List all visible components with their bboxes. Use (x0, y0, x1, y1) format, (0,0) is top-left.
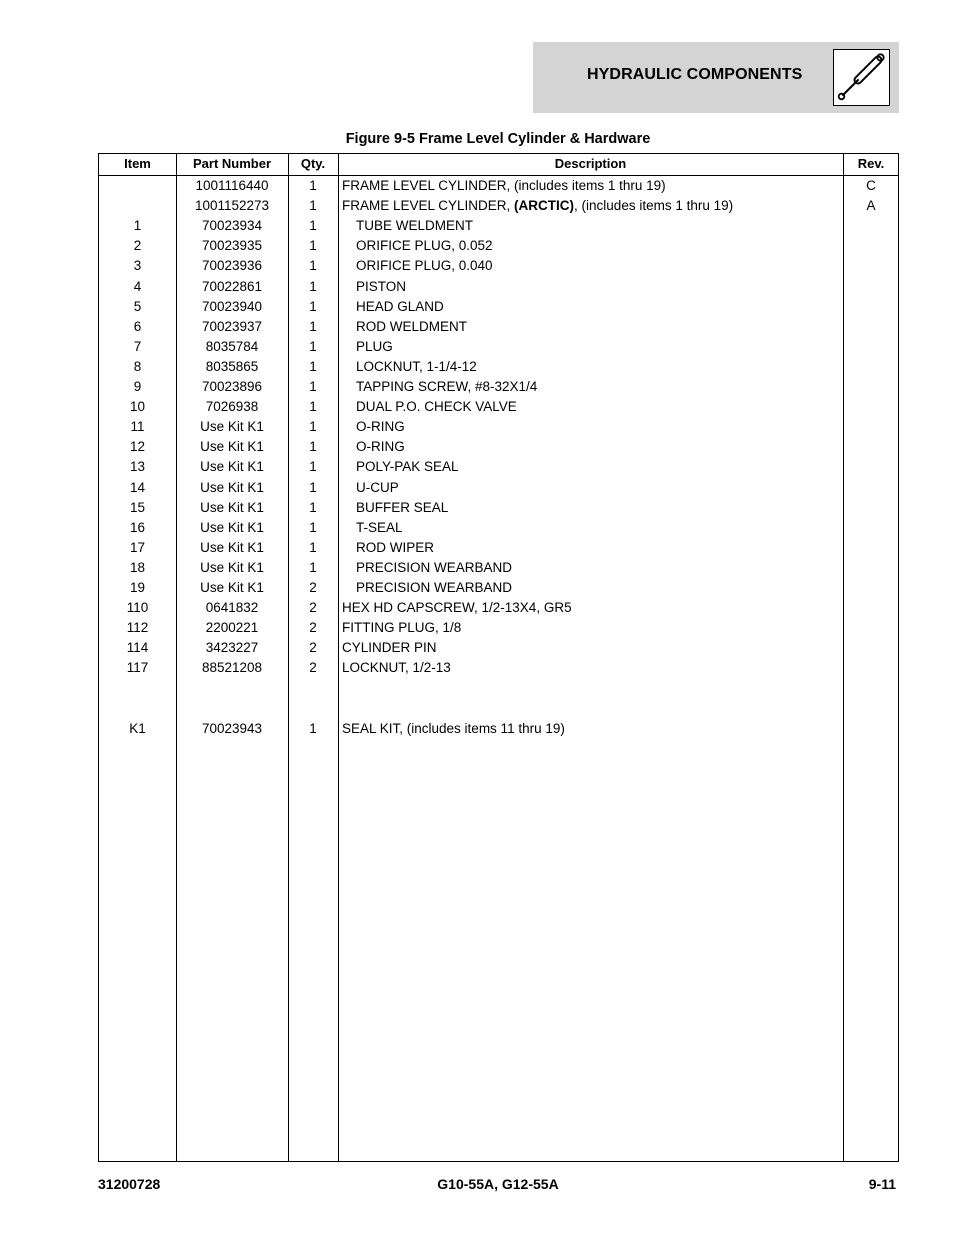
item-cell: 112 (126, 620, 149, 636)
qty-cell: 1 (309, 278, 317, 294)
item-cell: 11 (130, 419, 145, 435)
part-number-cell: 1001116440 (195, 178, 269, 193)
item-cell: 2 (133, 238, 142, 254)
table-row (99, 679, 898, 699)
description-cell: U-CUP (356, 479, 399, 495)
description-cell: ORIFICE PLUG, 0.052 (356, 238, 493, 254)
part-number-cell: 3423227 (205, 640, 259, 656)
description-text: , (includes items 1 thru 19) (574, 198, 734, 214)
table-row (99, 417, 898, 437)
qty-cell: 1 (309, 258, 317, 274)
table-row (99, 699, 898, 719)
part-number-cell: Use Kit K1 (200, 539, 264, 555)
item-cell: 4 (133, 278, 142, 294)
description-cell: PISTON (356, 278, 407, 294)
item-cell: 6 (133, 318, 142, 334)
item-cell: 5 (133, 298, 142, 314)
part-number-cell: Use Kit K1 (200, 519, 264, 535)
qty-cell: 2 (309, 580, 317, 595)
description-cell: TUBE WELDMENT (356, 218, 474, 234)
item-cell: 13 (129, 459, 146, 475)
part-number-cell: Use Kit K1 (200, 459, 264, 475)
part-number-cell: 2200221 (205, 620, 259, 636)
description-cell: SEAL KIT, (includes items 11 thru 19) (342, 720, 565, 736)
table-row (99, 397, 898, 417)
item-cell: 110 (126, 600, 149, 616)
part-number-cell: 70023936 (201, 258, 263, 274)
table-row (99, 578, 898, 598)
qty-cell: 1 (309, 399, 317, 415)
qty-cell: 1 (309, 499, 317, 515)
qty-cell: 2 (309, 640, 317, 656)
item-cell: 16 (129, 519, 146, 535)
item-cell: 3 (133, 258, 142, 274)
description-cell: HEX HD CAPSCREW, 1/2-13X4, GR5 (342, 600, 572, 616)
item-cell: 14 (129, 479, 146, 495)
table-row (99, 558, 898, 578)
column-header-description: Description (554, 156, 627, 171)
qty-cell: 1 (309, 559, 317, 575)
part-number-cell: 1001152273 (194, 198, 270, 214)
description-cell: PRECISION WEARBAND (356, 559, 513, 575)
description-cell: BUFFER SEAL (356, 499, 449, 515)
part-number-cell: 8035865 (205, 358, 259, 374)
table-row (99, 196, 898, 216)
item-cell: 114 (126, 640, 149, 656)
description-cell: POLY-PAK SEAL (356, 459, 459, 475)
table-row (99, 478, 898, 498)
description-cell: DUAL P.O. CHECK VALVE (356, 399, 517, 415)
column-header-rev: Rev. (857, 156, 885, 171)
column-header-qty: Qty. (300, 156, 326, 171)
item-cell: K1 (129, 720, 146, 736)
qty-cell: 1 (309, 218, 317, 234)
rev-cell: A (866, 198, 876, 214)
description-cell: ORIFICE PLUG, 0.040 (356, 258, 493, 274)
item-cell: 18 (129, 559, 146, 575)
qty-cell: 1 (309, 358, 317, 374)
table-row (99, 297, 898, 317)
item-cell: 19 (129, 580, 146, 595)
description-cell: O-RING (356, 419, 405, 435)
qty-cell: 2 (309, 620, 317, 636)
qty-cell: 1 (309, 419, 317, 435)
part-number-cell: 88521208 (201, 660, 263, 676)
qty-cell: 2 (309, 660, 317, 676)
qty-cell: 1 (309, 338, 317, 354)
part-number-cell: 70023937 (201, 318, 263, 334)
part-number-cell: Use Kit K1 (200, 580, 264, 595)
part-number-cell: Use Kit K1 (200, 499, 264, 515)
description-cell: ROD WELDMENT (356, 318, 467, 334)
table-row (99, 719, 898, 739)
part-number-cell: 0641832 (205, 600, 259, 616)
qty-cell: 1 (309, 479, 317, 495)
description-cell: TAPPING SCREW, #8-32X1/4 (356, 379, 538, 394)
item-cell: 12 (129, 439, 146, 455)
part-number-cell: 70023943 (201, 720, 263, 736)
description-cell: PLUG (356, 338, 393, 354)
qty-cell: 1 (309, 379, 317, 394)
table-row (99, 498, 898, 518)
table-header-row (99, 154, 898, 176)
part-number-cell: 70023935 (201, 238, 263, 254)
part-number-cell: 70023934 (201, 218, 263, 234)
table-row (99, 518, 898, 538)
table-row (99, 236, 898, 256)
part-number-cell: Use Kit K1 (200, 559, 264, 575)
part-number-cell: 8035784 (205, 338, 259, 354)
qty-cell: 1 (309, 178, 317, 193)
page-number: 9-11 (868, 1176, 896, 1192)
part-number-cell: Use Kit K1 (200, 419, 264, 435)
item-cell: 1 (133, 218, 142, 234)
table-row (99, 176, 898, 196)
table-row (99, 658, 898, 678)
table-row (99, 377, 898, 397)
item-cell: 10 (129, 399, 146, 415)
description-cell: PRECISION WEARBAND (356, 580, 513, 595)
table-row (99, 638, 898, 658)
column-header-item: Item (124, 156, 151, 171)
part-number-cell: 70023940 (201, 298, 263, 314)
item-cell: 15 (129, 499, 146, 515)
item-cell: 17 (129, 539, 146, 555)
part-number-cell: Use Kit K1 (200, 439, 264, 455)
qty-cell: 1 (309, 298, 317, 314)
figure-title: Figure 9-5 Frame Level Cylinder & Hardware (345, 131, 651, 147)
qty-cell: 1 (309, 720, 317, 736)
table-row (99, 618, 898, 638)
item-cell: 9 (133, 379, 142, 394)
description-cell: O-RING (356, 439, 405, 455)
table-row (99, 317, 898, 337)
table-row (99, 457, 898, 477)
column-header-part-number: Part Number (192, 156, 272, 171)
qty-cell: 1 (309, 439, 317, 455)
hydraulic-cylinder-icon (833, 49, 890, 106)
table-row (99, 256, 898, 276)
section-header (533, 42, 899, 113)
description-cell: CYLINDER PIN (342, 640, 437, 656)
part-number-cell: 70022861 (201, 278, 263, 294)
model-numbers: G10-55A, G12-55A (437, 1176, 559, 1192)
item-cell: 7 (133, 338, 142, 354)
description-cell: ROD WIPER (356, 539, 435, 555)
item-cell: 117 (126, 660, 149, 676)
part-number-cell: Use Kit K1 (200, 479, 264, 495)
table-row (99, 277, 898, 297)
qty-cell: 2 (309, 600, 317, 616)
table-row (99, 437, 898, 457)
table-row (99, 337, 898, 357)
description-emphasis: (ARCTIC) (514, 198, 575, 214)
parts-table (98, 153, 899, 1162)
qty-cell: 1 (309, 198, 317, 214)
section-title: HYDRAULIC COMPONENTS (587, 66, 803, 83)
description-cell (338, 196, 843, 216)
qty-cell: 1 (309, 519, 317, 535)
table-row (99, 538, 898, 558)
part-number-cell: 70023896 (201, 379, 263, 394)
description-cell: FRAME LEVEL CYLINDER, (includes items 1 thru 19) (342, 178, 666, 193)
qty-cell: 1 (309, 539, 317, 555)
qty-cell: 1 (309, 238, 317, 254)
description-text: FRAME LEVEL CYLINDER, (342, 198, 515, 214)
description-cell: LOCKNUT, 1-1/4-12 (356, 358, 477, 374)
description-cell: HEAD GLAND (356, 298, 444, 314)
description-cell: FITTING PLUG, 1/8 (342, 620, 462, 636)
table-row (99, 598, 898, 618)
rev-cell: C (866, 178, 876, 193)
item-cell: 8 (133, 358, 142, 374)
table-row (99, 357, 898, 377)
document-number: 31200728 (98, 1176, 161, 1192)
part-number-cell: 7026938 (205, 399, 259, 415)
description-cell: T-SEAL (356, 519, 403, 535)
qty-cell: 1 (309, 318, 317, 334)
table-row (99, 216, 898, 236)
qty-cell: 1 (309, 459, 317, 475)
description-cell: LOCKNUT, 1/2-13 (342, 660, 451, 676)
